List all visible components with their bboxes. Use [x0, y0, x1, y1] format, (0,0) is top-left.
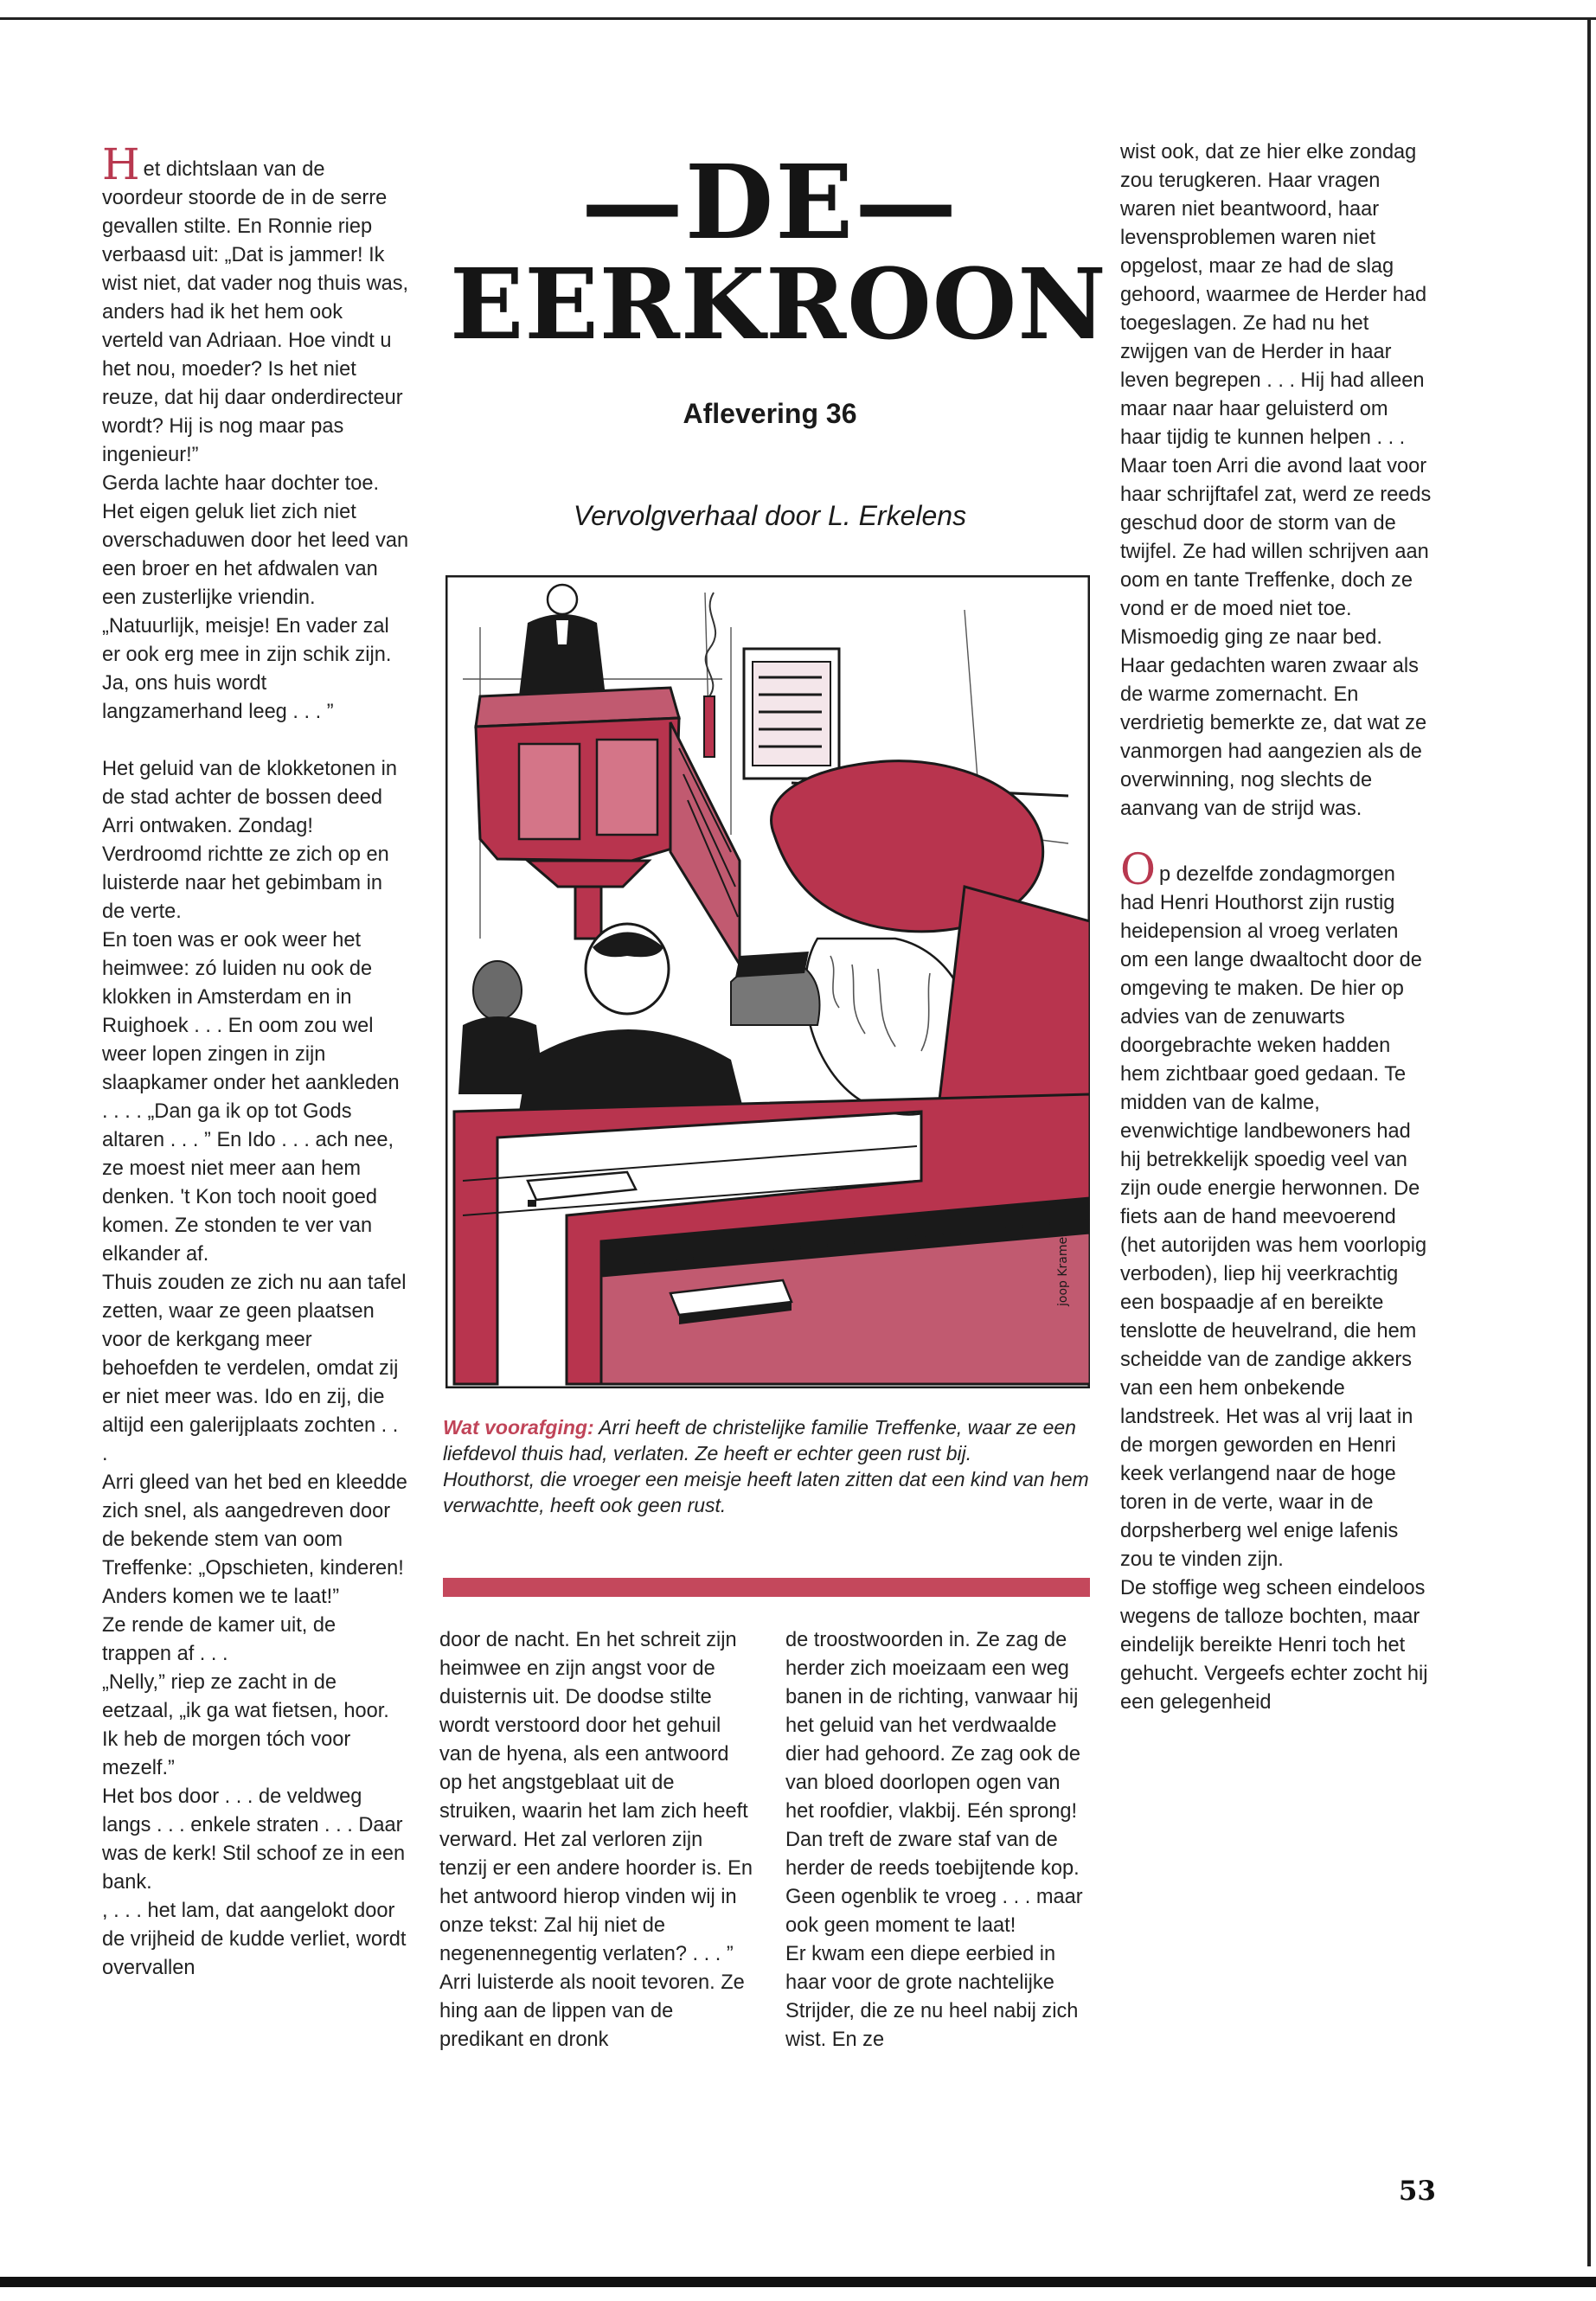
- drop-cap-h: H: [102, 139, 140, 189]
- church-illustration: [445, 575, 1090, 1388]
- col1-paragraph-4: En toen was er ook weer het heimwee: zó luiden nu ook de klokken in Amsterdam en in Ruighoek . . . En oom zou wel weer lopen zingen in zijn slaapkamer onder het aankleden . . . . „Dan ga ik op tot Gods altaren . . . ” En Ido . . . ach nee, ze moest niet meer aan hem denken. 't Kon toch nooit goed komen. Ze stonden te ver van elkander af.: [102, 929, 400, 1266]
- col3-paragraph-3: Er kwam een diepe eerbied in haar voor de grote nachtelijke Strijder, die ze nu heel nabij zich wist. En ze: [785, 1943, 1079, 2051]
- page-number: 53: [1398, 2176, 1436, 2207]
- summary-lead: Wat voorafging:: [443, 1416, 594, 1439]
- episode-label: Aflevering 36: [683, 398, 857, 429]
- col1-paragraph-7: Ze rende de kamer uit, de trappen af . . .: [102, 1614, 337, 1665]
- column-4: [1120, 138, 1432, 2163]
- column-3: [785, 1626, 1088, 2163]
- summary-text-2: Houthorst, die vroeger een meisje heeft laten zitten dat een kind van hem verwachtte, heeft ook geen rust.: [443, 1468, 1089, 1516]
- col4-paragraph-4: Op dezelfde zondagmorgen had Henri Houthorst zijn rustig heidepension al vroeg verlaten om een lange dwaaltocht door de omgeving te maken. De hier op advies van de zenuwarts doorgebrachte weken hadden hem zichtbaar goed gedaan. Te midden van de kalme, evenwichtige landbewoners had hij betrekkelijk spoedig veel van zijn oude energie herwonnen. De fiets aan de hand meevoerend (het autorijden was hem voorlopig verboden), liep hij veerkrachtig een bospaadje af en bereikte tenslotte de heuvelrand, die hem scheidde van de zandige akkers van een hem onbekende landstreek. Het was al vrij laat in de morgen geworden en Henri keek verlangend naar de hoge toren in de verte, waar in de dorpsherberg wel enige lafenis zou te vinden zijn.: [1120, 844, 1427, 1571]
- col1-paragraph-6: Arri gleed van het bed en kleedde zich snel, als aangedreven door de bekende stem van oom Treffenke: „Opschieten, kinderen! Anders komen we te laat!”: [102, 1471, 407, 1608]
- page-border-right: [1587, 17, 1591, 2266]
- col4-paragraph-5: De stoffige weg scheen eindeloos wegens de talloze bochten, maar eindelijk bereikte Henri toch het gehucht. Vergeefs echter zocht hij een gelegenheid: [1120, 1577, 1428, 1714]
- drop-cap-o: O: [1120, 844, 1156, 894]
- column-1: [102, 139, 409, 2163]
- col1-paragraph-9: Het bos door . . . de veldweg langs . . . enkele straten . . . Daar was de kerk! Stil schoof ze in een bank.: [102, 1785, 406, 1894]
- byline: Vervolgverhaal door L. Erkelens: [573, 500, 967, 531]
- col1-paragraph-1: Het dichtslaan van de voordeur stoorde de in de serre gevallen stilte. En Ronnie riep verbaasd uit: „Dat is jammer! Ik wist niet, dat vader nog thuis was, anders had ik het hem ook verteld van Adriaan. Hoe vindt u het nou, moeder? Is het niet reuze, dat hij daar onderdirecteur wordt? Hij is nog maar pas ingenieur!”: [102, 139, 409, 466]
- col4-paragraph-3: Mismoedig ging ze naar bed. Haar gedachten waren zwaar als de warme zomernacht. En verdrietig bemerkte ze, dat wat ze vanmorgen had aangezien als de overwinning, nog slechts de aanvang van de strijd was.: [1120, 626, 1427, 820]
- title-de: —DE—: [580, 142, 959, 262]
- col1-paragraph-10: , . . . het lam, dat aangelokt door de vrijheid de kudde verliet, wordt overvallen: [102, 1900, 407, 1979]
- title-eerkroon: EERKROON: [450, 248, 1107, 362]
- artist-signature: joop Kramer: [1056, 1232, 1070, 1306]
- previously-summary: [443, 1414, 1090, 1518]
- page-border-bottom: [0, 2277, 1596, 2287]
- summary-text-1: Arri heeft de christelijke familie Treffenke, waar ze een liefdevol thuis had, verlaten. Ze heeft er echter geen rust bij.: [443, 1416, 1076, 1465]
- col1-paragraph-2: Gerda lachte haar dochter toe. Het eigen geluk liet zich niet overschaduwen door het leed van een broer en het afdwalen van een zusterlijke vriendin. „Natuurlijk, meisje! En vader zal er ook erg mee in zijn schik zijn. Ja, ons huis wordt langzamerhand leeg . . . ”: [102, 472, 409, 723]
- hymn-board: [744, 649, 839, 779]
- col4-paragraph-2: Maar toen Arri die avond laat voor haar schrijftafel zat, werd ze reeds geschud door de storm van de twijfel. Ze had willen schrijven aan oom en tante Treffenke, doch ze vond er de moed niet toe.: [1120, 455, 1432, 620]
- section-divider-bar: [443, 1578, 1090, 1597]
- story-title: [450, 142, 1107, 362]
- page-border-top: [0, 17, 1596, 20]
- col3-paragraph-1: de troostwoorden in. Ze zag de herder zich moeizaam een weg banen in de richting, vanwaar hij het geluid van het verdwaalde dier had gehoord. Ze zag ook de van bloed doorlopen ogen van het roofdier, vlakbij. Eén sprong! Dan treft de zware staf van de herder de reeds toebijtende kop.: [785, 1629, 1081, 1880]
- column-2: [439, 1626, 755, 2163]
- col2-paragraph-2: Arri luisterde als nooit tevoren. Ze hing aan de lippen van de predikant en dronk: [439, 1971, 745, 2051]
- col2-paragraph-1: door de nacht. En het schreit zijn heimwee en zijn angst voor de duisternis uit. De doodse stilte wordt verstoord door het gehuil van de hyena, als een antwoord op het angstgeblaat uit de struiken, waarin het lam zich heeft verward. Het zal verloren zijn tenzij er een andere hoorder is. En het antwoord hierop vinden wij in onze tekst: Zal hij niet de negenennegentig verlaten? . . . ”: [439, 1629, 753, 1965]
- col4-paragraph-1: wist ook, dat ze hier elke zondag zou terugkeren. Haar vragen waren niet beantwoord, haar levensproblemen waren niet opgelost, maar ze had de slag gehoord, waarmee de Herder had toegeslagen. Ze had nu het zwijgen van de Herder in haar leven begrepen . . . Hij had alleen maar naar haar geluisterd om haar tijdig te kunnen helpen . . .: [1120, 141, 1427, 449]
- col3-paragraph-2: Geen ogenblik te vroeg . . . maar ook geen moment te laat!: [785, 1886, 1083, 1937]
- col1-paragraph-8: „Nelly,” riep ze zacht in de eetzaal, „ik ga wat fietsen, hoor. Ik heb de morgen tóch voor mezelf.”: [102, 1671, 389, 1779]
- col1-paragraph-3: Het geluid van de klokketonen in de stad achter de bossen deed Arri ontwaken. Zondag! Verdroomd richtte ze zich op en luisterde naar het gebimbam in de verte.: [102, 758, 398, 923]
- col1-paragraph-5: Thuis zouden ze zich nu aan tafel zetten, waar ze geen plaatsen voor de kerkgang meer behoefden te verdelen, omdat zij er niet meer was. Ido en zij, die altijd een galerijplaats zochten . . .: [102, 1272, 407, 1465]
